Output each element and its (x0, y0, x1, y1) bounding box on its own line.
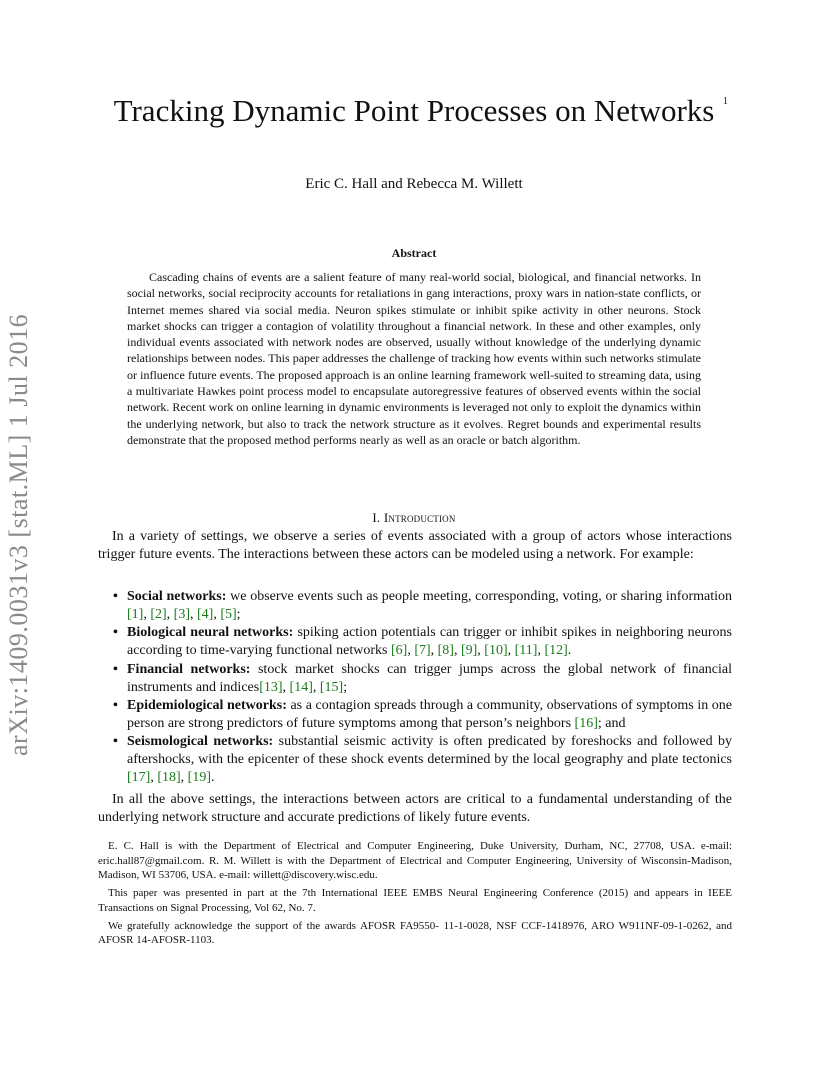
section-title: Introduction (383, 510, 456, 525)
list-item-text: as a contagion spreads through a community, observations of symptoms in one person are strong predictors of future symptoms among that person’s neighbors (127, 697, 732, 731)
list-item-term: Biological neural networks: (127, 625, 294, 641)
intro-paragraph: In a variety of settings, we observe a series of events associated with a group of actors whose interactions trigger future events. The interactions between these actors can be modeled using a network. For example: (98, 529, 732, 562)
citation-link[interactable]: [5] (220, 606, 237, 622)
abstract-text: Cascading chains of events are a salient feature of many real-world social, biological, and financial networks. In social networks, social reciprocity accounts for retaliations in gang interactions, proxy wars in nation-state conflicts, or Internet memes shared via social media. Neuron spikes stimulate or inhibit spike activity in other neurons. Stock market shocks can trigger a contagion of volatility throughout a financial network. In these and other examples, only individual events associated with network nodes are observed, usually without knowledge of the underlying dynamic relationships between nodes. This paper addresses the challenge of tracking how events within such networks stimulate or influence future events. The proposed approach is an online learning framework well-suited to streaming data, using a multivariate Hawkes point process model to encapsulate autoregressive features of observed events within the social network. Recent work on online learning in dynamic environments is leveraged not only to exploit the dynamics within the underlying network, but also to track the network structure as it evolves. Regret bounds and experimental results demonstrate that the proposed method performs nearly as well as an oracle or batch algorithm. (127, 270, 701, 447)
list-item: • Biological neural networks: spiking action potentials can trigger or inhibit spikes in neighboring neurons according to time-varying functional networks [6], [7], [8], [9], [10], [11], [12]. (113, 625, 732, 659)
citation-link[interactable]: [11] (514, 643, 538, 659)
list-item: • Financial networks: stock market shocks can trigger jumps across the global network of financial instruments and indices[13], [14], [15]; (113, 661, 732, 695)
list-item (98, 697, 732, 733)
citation-link[interactable]: [9] (460, 643, 478, 659)
list-item-text: we observe events such as people meeting, corresponding, voting, or sharing information (226, 589, 732, 604)
list-item-text: stock market shocks can trigger jumps across the global network of financial instruments and indices (127, 661, 732, 695)
list-item: • Seismological networks: substantial seismic activity is often predicated by foreshocks and followed by aftershocks, with the epicenter of these shock events determined by the local geography and plate tectonics [17], [18], [19]. (113, 734, 733, 786)
citation-link[interactable]: [15] (319, 679, 344, 695)
citation-link[interactable]: [3] (173, 606, 190, 622)
abstract-heading: Abstract (391, 246, 437, 260)
page-number: 1 (723, 96, 728, 107)
bullet-icon: • (113, 625, 118, 641)
list-item: • Social networks: we observe events such as people meeting, corresponding, voting, or sharing information [1], [2], [3], [4], [5]; (113, 589, 732, 622)
citation-link[interactable]: [14] (289, 679, 313, 695)
citation-link[interactable]: [6] (390, 643, 408, 659)
footnotes (98, 839, 732, 951)
bullet-icon: • (113, 661, 118, 677)
list-item-end: ; and (597, 715, 626, 731)
list-item-text: substantial seismic activity is often predicated by foreshocks and followed by aftershocks, with the epicenter of these shock events determined by the local geography and plate tectonics (127, 734, 733, 768)
author-list: Eric C. Hall and Rebecca M. Willett (305, 176, 523, 192)
list-item-term: Social networks: (127, 589, 227, 604)
citation-link[interactable]: [17] (127, 770, 151, 786)
citation-link[interactable]: [19] (187, 770, 211, 786)
citation-link[interactable]: [10] (484, 643, 508, 659)
arxiv-identifier-stamp: arXiv:1409.0031v3 [stat.ML] 1 Jul 2016 (4, 313, 33, 756)
list-item-term: Epidemiological networks: (127, 697, 287, 713)
list-item-end: ; (236, 606, 241, 622)
list-item-text: spiking action potentials can trigger or inhibit spikes in neighboring neurons according to time-varying functional networks (127, 625, 732, 659)
citation-link[interactable]: [18] (157, 770, 181, 786)
footnote-affiliations: E. C. Hall is with the Department of Electrical and Computer Engineering, Duke University, Durham, NC, 27708, USA. e-mail: eric.hall87@gmail.com. R. M. Willett is with the Department of Electrical and Computer Engineering, University of Wisconsin-Madison, Madison, WI 53706, USA. e-mail: willett@discovery.wisc.edu. (98, 840, 732, 882)
bullet-icon: • (113, 734, 118, 750)
citation-link[interactable]: [2] (150, 606, 167, 622)
citation-link[interactable]: [1] (127, 606, 144, 622)
section-number: I. (372, 510, 381, 525)
section-heading (100, 510, 728, 526)
bullet-icon: • (113, 697, 118, 713)
list-item-end: . (567, 643, 572, 659)
network-examples-list (98, 588, 732, 787)
citation-link[interactable]: [16] (574, 715, 598, 731)
list-item-end: . (210, 770, 215, 786)
bullet-icon: • (113, 589, 118, 604)
footnote-acknowledgment: We gratefully acknowledge the support of the awards AFOSR FA9550- 11-1-0028, NSF CCF-1418976, ARO W911NF-09-1-0262, and AFOSR 14-AFOSR-1103. (98, 919, 732, 947)
citation-link[interactable]: [4] (196, 606, 214, 622)
citation-link[interactable]: [13] (259, 679, 283, 695)
citation-link[interactable]: [7] (414, 643, 431, 659)
paper-title: Tracking Dynamic Point Processes on Networks (113, 93, 715, 128)
list-item-term: Financial networks: (127, 661, 251, 677)
list-item-term: Seismological networks: (127, 734, 274, 750)
closing-paragraph: In all the above settings, the interactions between actors are critical to a fundamental understanding of the underlying network structure and accurate predictions of likely future events. (98, 792, 732, 825)
citation-link[interactable]: [12] (544, 643, 568, 659)
citation-link[interactable]: [8] (437, 643, 454, 659)
footnote-presentation: This paper was presented in part at the 7th International IEEE EMBS Neural Engineering Conference (2015) and appears in IEEE Transactions on Signal Processing, Vol 62, No. 7. (98, 887, 732, 914)
list-item-end: ; (343, 679, 348, 695)
